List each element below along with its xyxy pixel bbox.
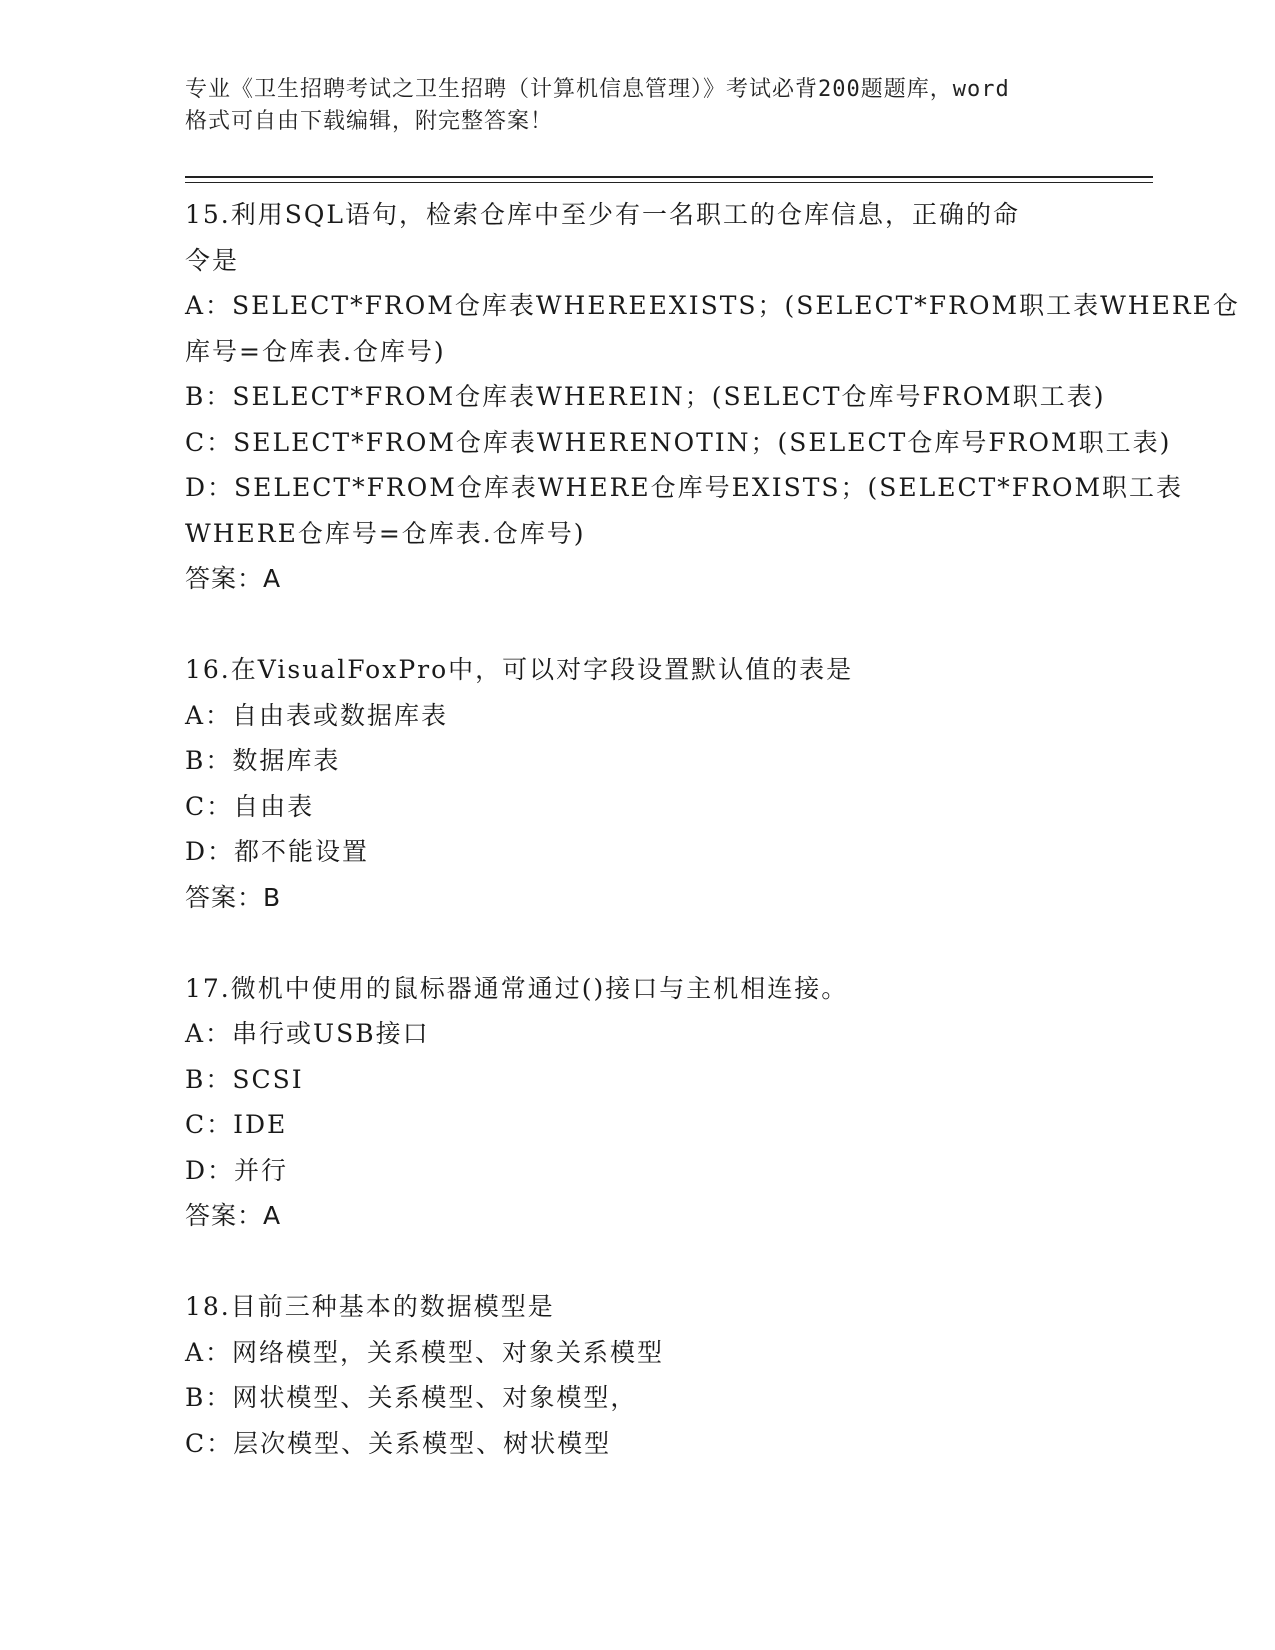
question-block: [185, 647, 1085, 920]
option-a: A：网络模型，关系模型、对象关系模型: [185, 1337, 665, 1367]
option-b: B：网状模型、关系模型、对象模型，: [185, 1383, 638, 1412]
option-d: D：都不能设置: [185, 837, 370, 866]
option-a: A：自由表或数据库表: [185, 700, 449, 730]
option-c: C：SELECT*FROM仓库表WHERENOTIN；(SELECT仓库号FROM职工表): [185, 427, 1172, 457]
option-c: C：层次模型、关系模型、树状模型: [185, 1428, 612, 1458]
question-stem: 17.微机中使用的鼠标器通常通过()接口与主机相连接。: [185, 973, 849, 1003]
question-block: [185, 192, 1240, 602]
option-c: C：自由表: [185, 791, 315, 821]
header-divider-thin: [185, 182, 1153, 183]
answer-label: 答案：A: [185, 1201, 282, 1230]
option-c: C：IDE: [185, 1110, 288, 1139]
spacer: [185, 1239, 1085, 1285]
option-a: A：SELECT*FROM仓库表WHEREEXISTS；(SELECT*FROM职工表WHERE仓: [185, 291, 1240, 320]
header-line: 专业《卫生招聘考试之卫生招聘（计算机信息管理）》考试必背200题题库，word: [185, 77, 1010, 102]
question-stem: 令是: [185, 245, 240, 275]
option-b: B：SCSI: [185, 1064, 304, 1094]
option-d: WHERE仓库号=仓库表.仓库号): [185, 518, 586, 548]
option-a: A：串行或USB接口: [185, 1019, 430, 1048]
question-stem: 15.利用SQL语句，检索仓库中至少有一名职工的仓库信息，正确的命: [185, 200, 1020, 229]
option-a: 库号=仓库表.仓库号): [185, 336, 446, 366]
option-d: D：并行: [185, 1155, 289, 1185]
document-header: [185, 74, 1085, 138]
spacer: [185, 602, 1085, 648]
option-b: B：SELECT*FROM仓库表WHEREIN；(SELECT仓库号FROM职工表): [185, 382, 1106, 411]
header-line: 格式可自由下载编辑，附完整答案！: [185, 109, 554, 134]
answer-label: 答案：A: [185, 564, 282, 593]
answer-label: 答案：B: [185, 882, 282, 912]
header-divider: [185, 176, 1153, 178]
spacer: [185, 920, 1085, 966]
question-block: [185, 1284, 1085, 1466]
question-list: [185, 192, 1240, 1466]
question-block: [185, 966, 1085, 1239]
question-stem: 18.目前三种基本的数据模型是: [185, 1292, 555, 1321]
option-b: B：数据库表: [185, 746, 341, 775]
question-stem: 16.在VisualFoxPro中，可以对字段设置默认值的表是: [185, 655, 854, 684]
option-d: D：SELECT*FROM仓库表WHERE仓库号EXISTS；(SELECT*FROM职工表: [185, 473, 1184, 502]
